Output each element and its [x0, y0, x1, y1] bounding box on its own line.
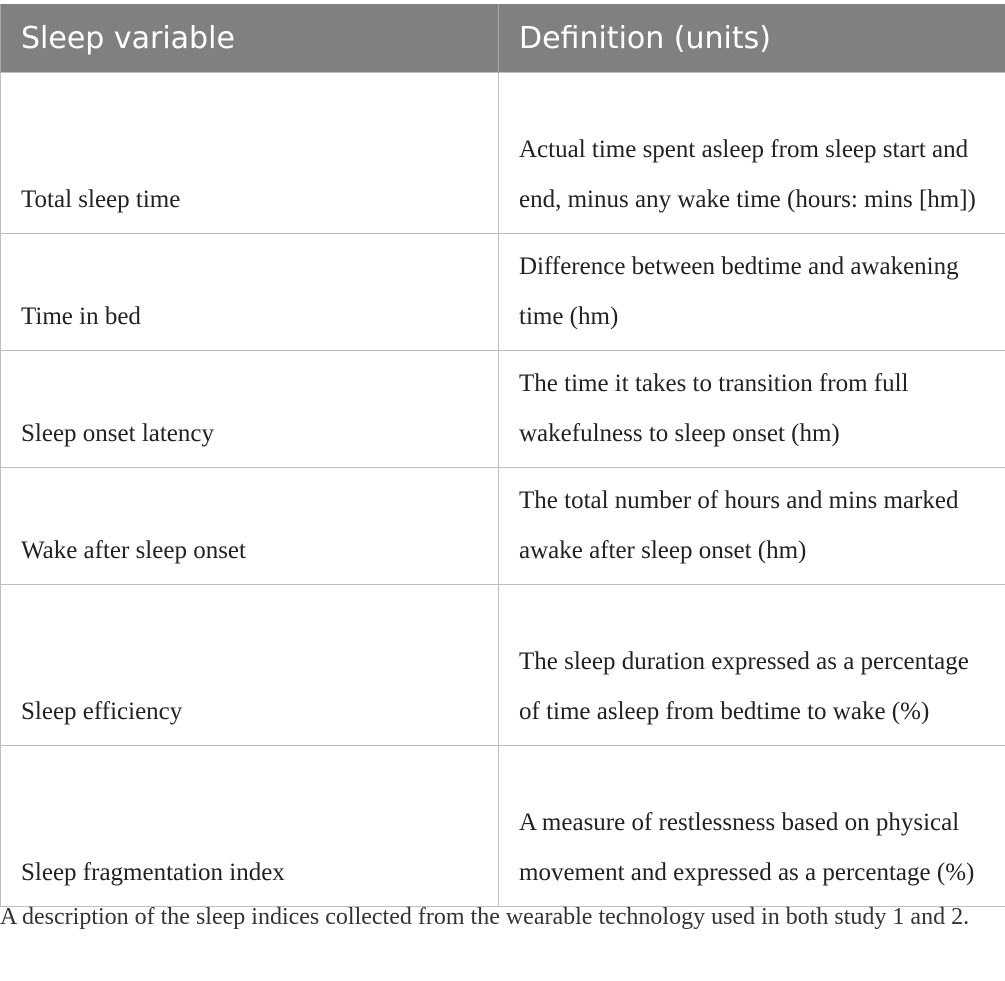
header-definition: Definition (units) — [499, 4, 1005, 73]
cell-definition: Actual time spent asleep from sleep start and end, minus any wake time (hours: mins [hm]) — [499, 73, 1005, 234]
table-caption: A description of the sleep indices collected from the wearable technology used in both study 1 and 2. — [0, 904, 970, 930]
table-row — [1, 585, 1005, 746]
table-row — [1, 234, 1005, 351]
cell-definition: The sleep duration expressed as a percentage of time asleep from bedtime to wake (%) — [499, 585, 1005, 746]
cell-definition: The time it takes to transition from full wakefulness to sleep onset (hm) — [499, 351, 1005, 468]
cell-definition: The total number of hours and mins marked awake after sleep onset (hm) — [499, 468, 1005, 585]
table-row — [1, 351, 1005, 468]
cell-variable: Time in bed — [1, 234, 499, 351]
header-sleep-variable: Sleep variable — [1, 4, 499, 73]
sleep-variables-table — [0, 4, 1005, 907]
table-row — [1, 746, 1005, 907]
table-row — [1, 468, 1005, 585]
cell-variable: Sleep efficiency — [1, 585, 499, 746]
cell-variable: Sleep fragmentation index — [1, 746, 499, 907]
table-row — [1, 73, 1005, 234]
table-header-row — [1, 4, 1005, 73]
cell-definition: A measure of restlessness based on physical movement and expressed as a percentage (%) — [499, 746, 1005, 907]
cell-variable: Total sleep time — [1, 73, 499, 234]
sleep-variables-table-container — [0, 4, 1005, 907]
cell-definition: Difference between bedtime and awakening time (hm) — [499, 234, 1005, 351]
cell-variable: Sleep onset latency — [1, 351, 499, 468]
cell-variable: Wake after sleep onset — [1, 468, 499, 585]
